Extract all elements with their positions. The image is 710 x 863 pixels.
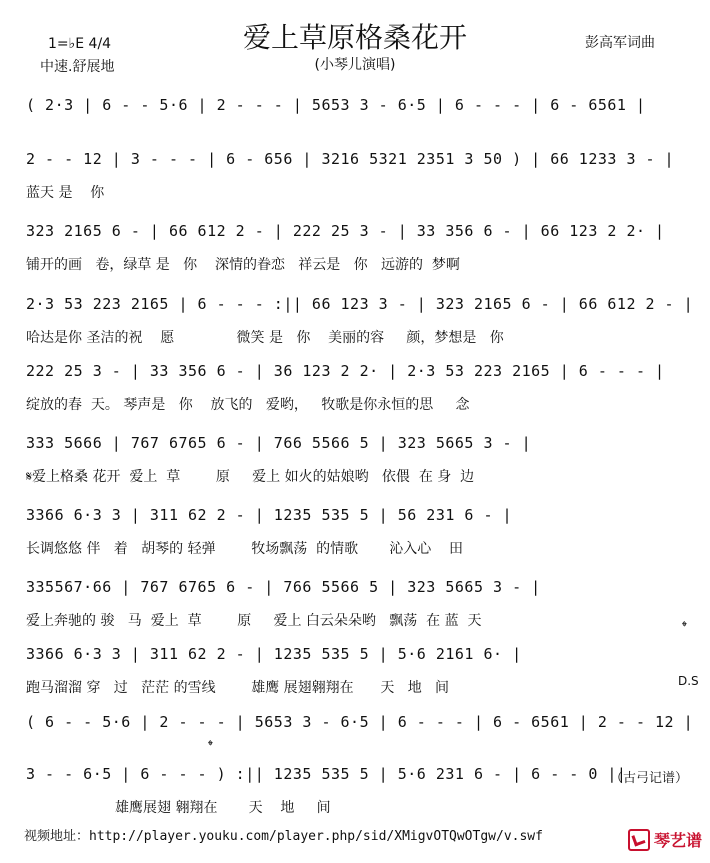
singer-credit: (小琴儿演唱) — [314, 57, 396, 73]
notation-row: 3366 6·3 3 | 311 62 2 - | 1235 535 5 | 56 231 6 - | — [26, 506, 513, 524]
lyrics-row: 𝄋爱上格桑 花开 爱上 草 原 爱上 如火的姑娘哟 依偎 在 身 边 — [26, 469, 475, 485]
lyrics-row: 爱上奔驰的 骏 马 爱上 草 原 爱上 白云朵朵哟 飘荡 在 蓝 天 — [26, 613, 482, 629]
coda-icon-2: 𝄌 — [208, 738, 213, 754]
notation-row: 2 - - 12 | 3 - - - | 6 - 656 | 3216 5321 2351 3 50 ) | 66 1233 3 - | — [26, 150, 675, 168]
video-address[interactable]: 视频地址：http://player.youku.com/player.php/sid/XMigvOTQwOTgw/v.swf — [24, 829, 543, 844]
tempo-marking: 中速.舒展地 — [40, 59, 115, 75]
notation-row: 335567·66 | 767 6765 6 - | 766 5566 5 | 323 5665 3 - | — [26, 578, 541, 596]
site-logo — [628, 828, 702, 851]
lyrics-row: 跑马溜溜 穿 过 茫茫 的雪线 雄鹰 展翅翱翔在 天 地 间 — [26, 680, 450, 696]
notation-row: 323 2165 6 - | 66 612 2 - | 222 25 3 - | 33 356 6 - | 66 123 2 2· | — [26, 222, 665, 240]
notation-credit: （古弓记谱） — [610, 771, 689, 786]
logo-icon — [628, 829, 650, 851]
notation-row: 222 25 3 - | 33 356 6 - | 36 123 2 2· | 2·3 53 223 2165 | 6 - - - | — [26, 362, 665, 380]
notation-row: 3 - - 6·5 | 6 - - - ) :|| 1235 535 5 | 5·6 231 6 - | 6 - - 0 || — [26, 765, 627, 783]
lyrics-row: 哈达是你 圣洁的祝 愿 微笑 是 你 美丽的容 颜，梦想是 你 — [26, 330, 504, 346]
lyrics-row: 长调悠悠 伴 着 胡琴的 轻弹 牧场飘荡 的情歌 沁入心 田 — [26, 541, 464, 557]
song-title: 爱上草原格桑花开 — [242, 21, 467, 54]
key-signature: 1=♭E 4/4 — [48, 36, 112, 52]
notation-row: ( 2·3 | 6 - - 5·6 | 2 - - - | 5653 3 - 6·5 | 6 - - - | 6 - 6561 | — [26, 96, 646, 114]
logo-text: 琴艺谱 — [654, 831, 703, 850]
author-credit: 彭高军词曲 — [585, 35, 655, 51]
ds-marker: D.S — [678, 674, 699, 688]
notation-row: 333 5666 | 767 6765 6 - | 766 5566 5 | 323 5665 3 - | — [26, 434, 532, 452]
lyrics-row: 绽放的春 天。 琴声是 你 放飞的 爱哟， 牧歌是你永恒的思 念 — [26, 397, 470, 413]
lyrics-row: 蓝天 是 你 — [26, 185, 105, 201]
coda-icon: 𝄌 — [682, 619, 687, 635]
lyrics-row: 雄鹰展翅 翱翔在 天 地 间 — [26, 800, 331, 816]
notation-row: 2·3 53 223 2165 | 6 - - - :|| 66 123 3 - | 323 2165 6 - | 66 612 2 - | — [26, 295, 694, 313]
notation-row: 3366 6·3 3 | 311 62 2 - | 1235 535 5 | 5·6 2161 6· | — [26, 645, 522, 663]
lyrics-row: 铺开的画 卷，绿草 是 你 深情的眷恋 祥云是 你 远游的 梦啊 — [26, 257, 460, 273]
notation-row: ( 6 - - 5·6 | 2 - - - | 5653 3 - 6·5 | 6 - - - | 6 - 6561 | 2 - - 12 | — [26, 713, 694, 731]
